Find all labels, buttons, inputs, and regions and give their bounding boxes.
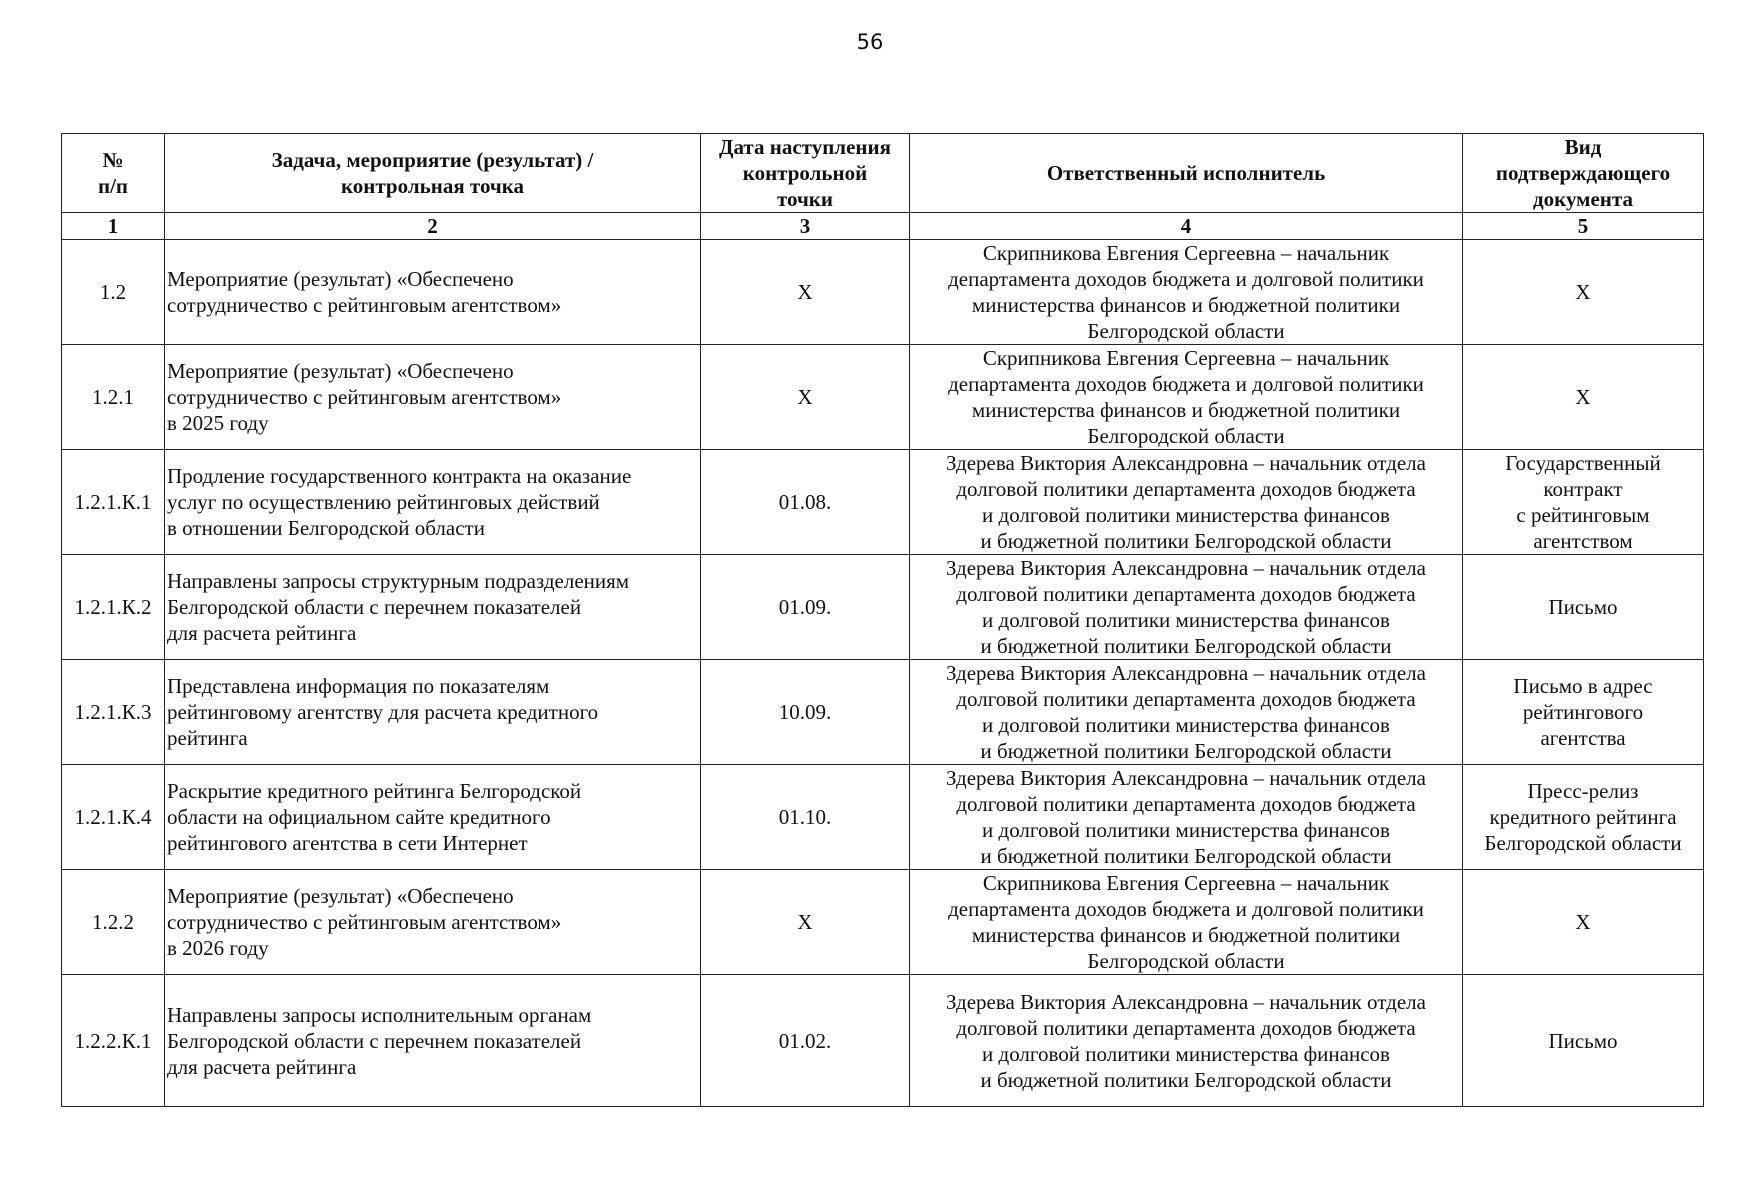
- table-row: [62, 765, 1704, 870]
- column-number: 5: [1463, 213, 1704, 240]
- row-number: 1.2.1.К.2: [62, 555, 165, 660]
- header-number: № п/п: [62, 134, 165, 213]
- row-task: Мероприятие (результат) «Обеспечено сотрудничество с рейтинговым агентством» в 2026 году: [165, 870, 701, 975]
- row-number: 1.2: [62, 240, 165, 345]
- table-row: [62, 555, 1704, 660]
- row-number: 1.2.1.К.1: [62, 450, 165, 555]
- row-number: 1.2.2.К.1: [62, 975, 165, 1107]
- row-date: Х: [701, 240, 910, 345]
- row-document: Пресс-релиз кредитного рейтинга Белгородской области: [1463, 765, 1704, 870]
- table-row: [62, 240, 1704, 345]
- row-document: Государственный контракт с рейтинговым агентством: [1463, 450, 1704, 555]
- row-document: Письмо в адрес рейтингового агентства: [1463, 660, 1704, 765]
- row-responsible: Здерева Виктория Александровна – начальник отдела долговой политики департамента доходов бюджета и долговой политики министерства финансов и бюджетной политики Белгородской области: [910, 450, 1463, 555]
- row-responsible: Здерева Виктория Александровна – начальник отдела долговой политики департамента доходов бюджета и долговой политики министерства финансов и бюджетной политики Белгородской области: [910, 975, 1463, 1107]
- column-number: 1: [62, 213, 165, 240]
- row-responsible: Здерева Виктория Александровна – начальник отдела долговой политики департамента доходов бюджета и долговой политики министерства финансов и бюджетной политики Белгородской области: [910, 555, 1463, 660]
- row-task: Мероприятие (результат) «Обеспечено сотрудничество с рейтинговым агентством» в 2025 году: [165, 345, 701, 450]
- row-task: Мероприятие (результат) «Обеспечено сотрудничество с рейтинговым агентством»: [165, 240, 701, 345]
- row-date: 01.08.: [701, 450, 910, 555]
- row-task: Направлены запросы структурным подразделениям Белгородской области с перечнем показателей для расчета рейтинга: [165, 555, 701, 660]
- row-date: Х: [701, 870, 910, 975]
- header-document: Вид подтверждающего документа: [1463, 134, 1704, 213]
- row-responsible: Скрипникова Евгения Сергеевна – начальник департамента доходов бюджета и долговой политики министерства финансов и бюджетной политики Белгородской области: [910, 345, 1463, 450]
- table-row: [62, 450, 1704, 555]
- row-date: 10.09.: [701, 660, 910, 765]
- row-responsible: Здерева Виктория Александровна – начальник отдела долговой политики департамента доходов бюджета и долговой политики министерства финансов и бюджетной политики Белгородской области: [910, 765, 1463, 870]
- table-row: [62, 870, 1704, 975]
- row-task: Продление государственного контракта на оказание услуг по осуществлению рейтинговых действий в отношении Белгородской области: [165, 450, 701, 555]
- row-document: Письмо: [1463, 555, 1704, 660]
- row-task: Представлена информация по показателям рейтинговому агентству для расчета кредитного рейтинга: [165, 660, 701, 765]
- column-number: 3: [701, 213, 910, 240]
- header-responsible: Ответственный исполнитель: [910, 134, 1463, 213]
- row-date: 01.09.: [701, 555, 910, 660]
- row-responsible: Скрипникова Евгения Сергеевна – начальник департамента доходов бюджета и долговой политики министерства финансов и бюджетной политики Белгородской области: [910, 240, 1463, 345]
- table-row: [62, 660, 1704, 765]
- row-document: Х: [1463, 870, 1704, 975]
- row-number: 1.2.2: [62, 870, 165, 975]
- row-date: Х: [701, 345, 910, 450]
- page-number: 56: [856, 30, 884, 54]
- row-task: Направлены запросы исполнительным органам Белгородской области с перечнем показателей для расчета рейтинга: [165, 975, 701, 1107]
- column-number: 4: [910, 213, 1463, 240]
- row-document: Письмо: [1463, 975, 1704, 1107]
- row-responsible: Здерева Виктория Александровна – начальник отдела долговой политики департамента доходов бюджета и долговой политики министерства финансов и бюджетной политики Белгородской области: [910, 660, 1463, 765]
- row-task: Раскрытие кредитного рейтинга Белгородской области на официальном сайте кредитного рейтингового агентства в сети Интернет: [165, 765, 701, 870]
- table-header-row: [62, 134, 1704, 213]
- row-document: Х: [1463, 240, 1704, 345]
- row-date: 01.10.: [701, 765, 910, 870]
- table-row: [62, 975, 1704, 1107]
- header-task: Задача, мероприятие (результат) / контрольная точка: [165, 134, 701, 213]
- table-row: [62, 345, 1704, 450]
- row-number: 1.2.1.К.4: [62, 765, 165, 870]
- row-responsible: Скрипникова Евгения Сергеевна – начальник департамента доходов бюджета и долговой политики министерства финансов и бюджетной политики Белгородской области: [910, 870, 1463, 975]
- control-points-table: [61, 133, 1704, 1107]
- column-numbers-row: [62, 213, 1704, 240]
- column-number: 2: [165, 213, 701, 240]
- row-number: 1.2.1: [62, 345, 165, 450]
- row-date: 01.02.: [701, 975, 910, 1107]
- row-number: 1.2.1.К.3: [62, 660, 165, 765]
- row-document: Х: [1463, 345, 1704, 450]
- header-date: Дата наступления контрольной точки: [701, 134, 910, 213]
